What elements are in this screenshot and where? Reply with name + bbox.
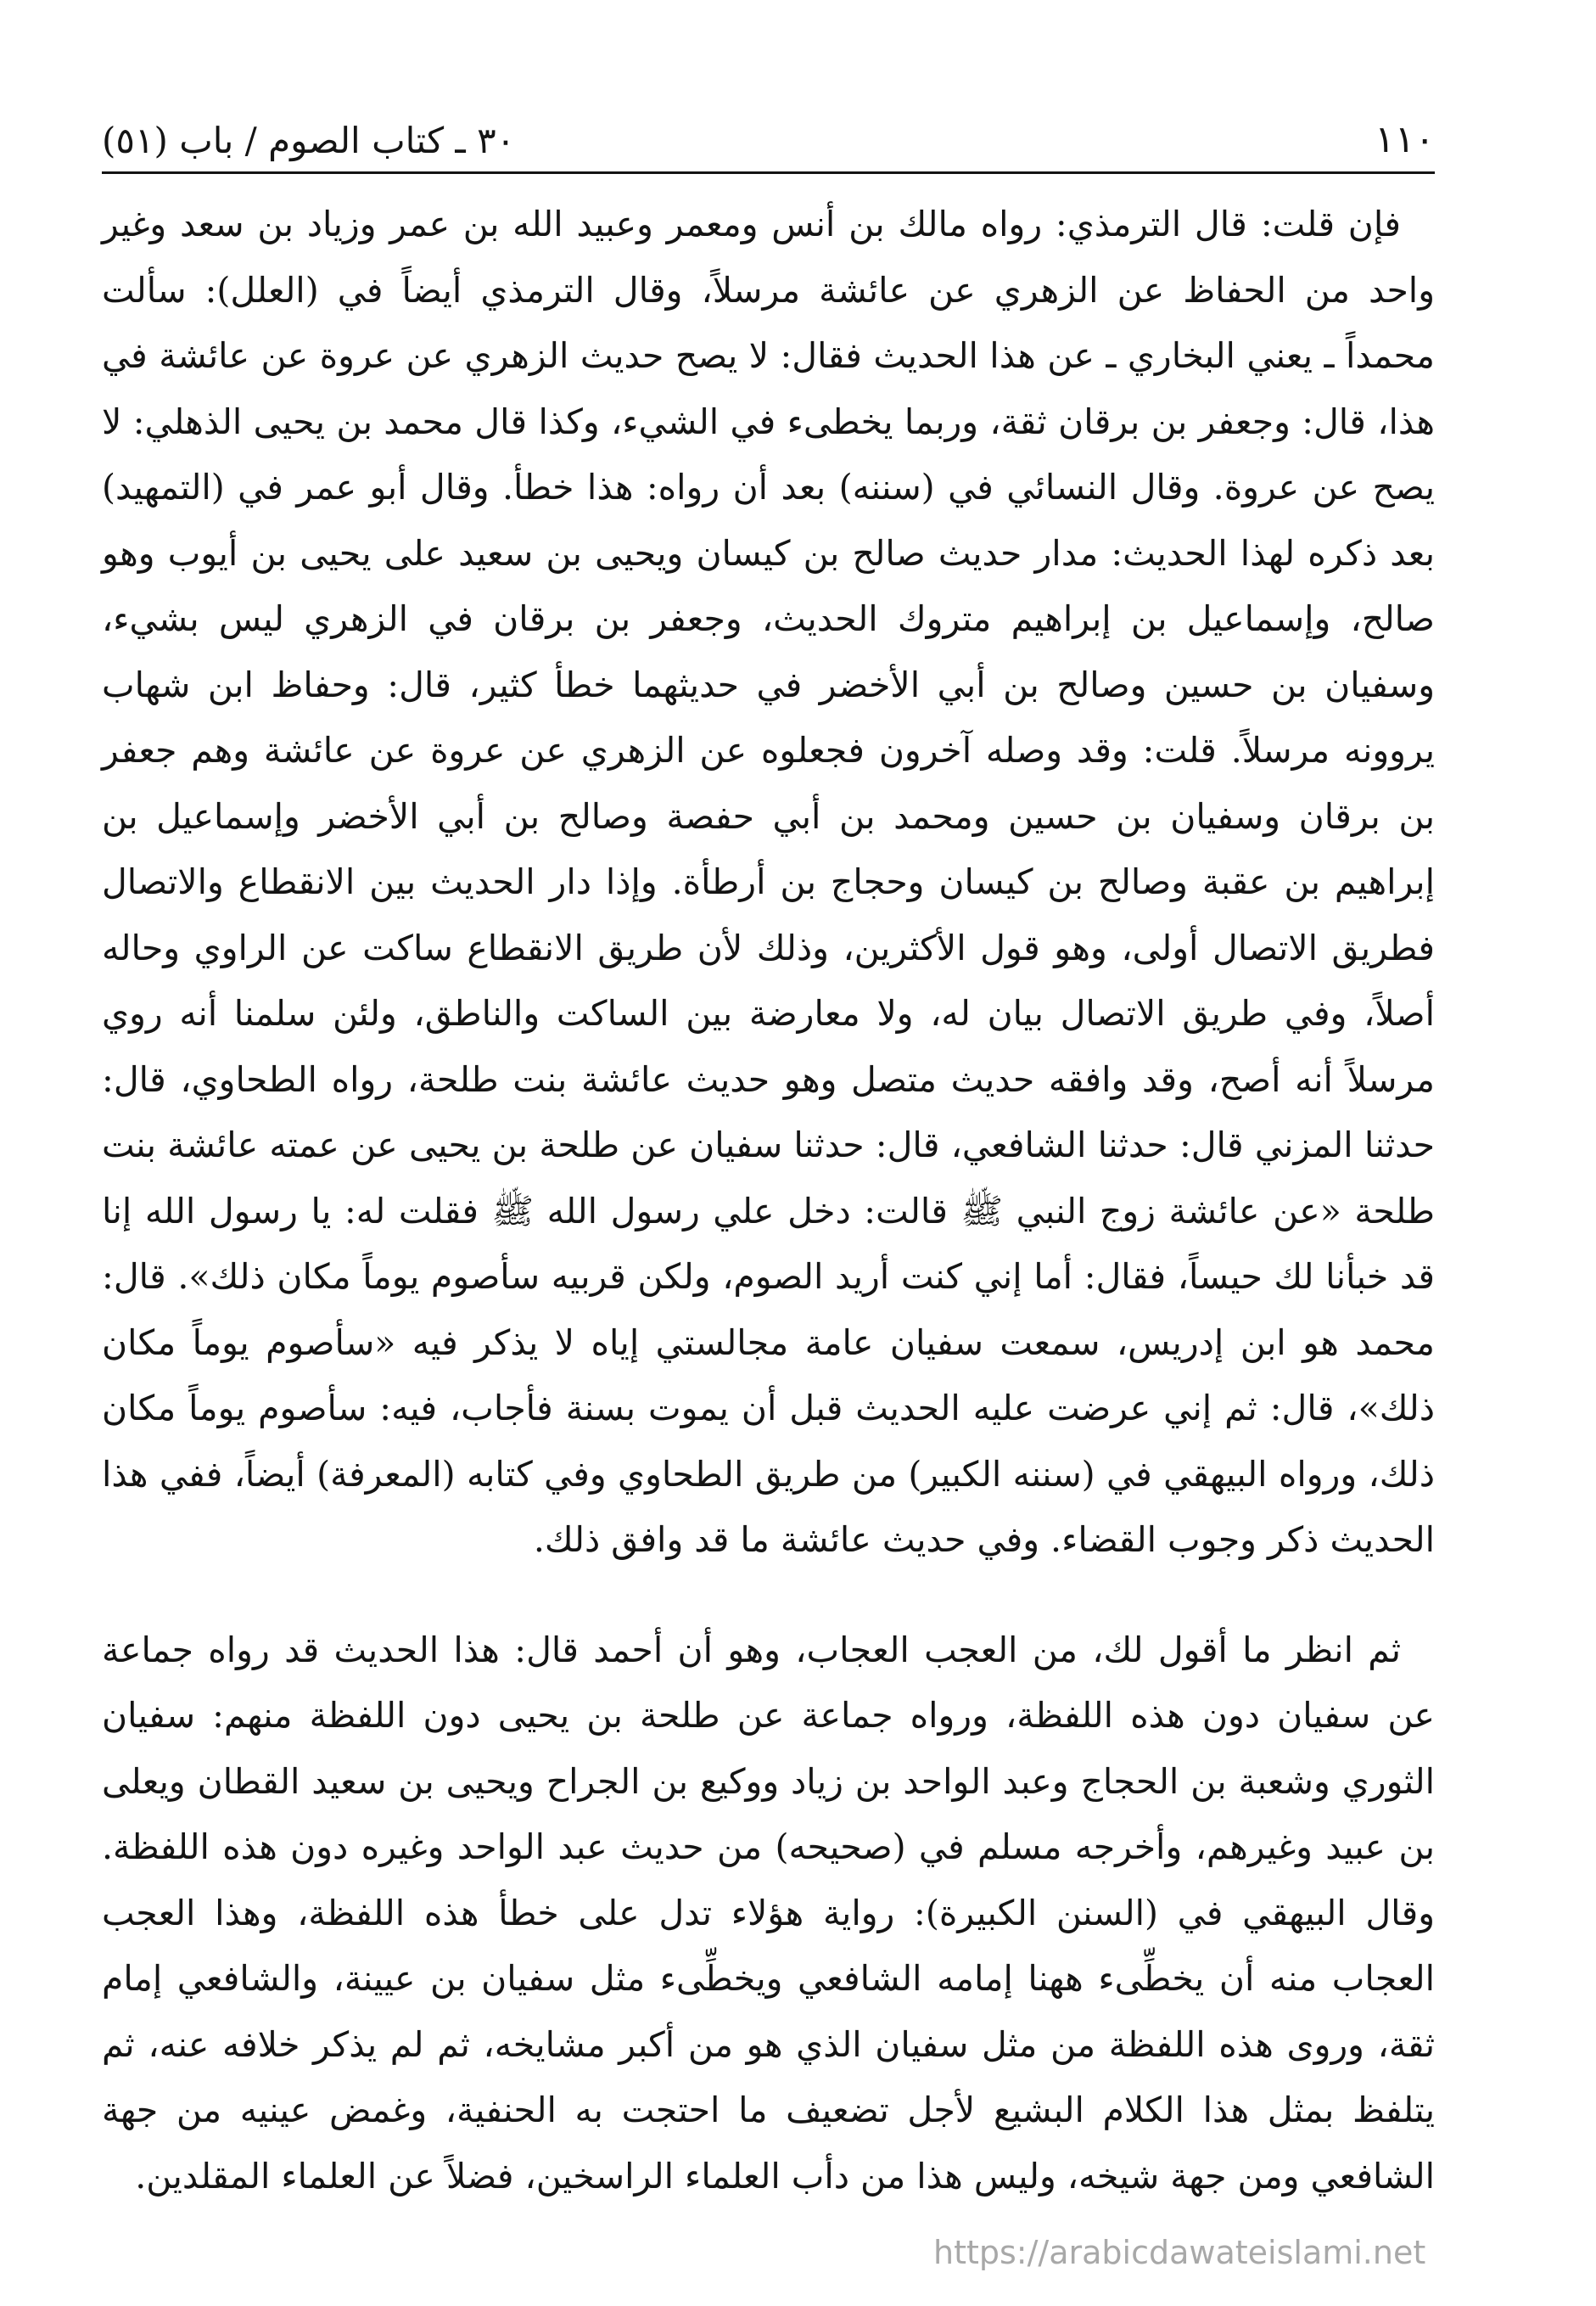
page-body xyxy=(102,192,1435,2209)
paragraph-text: ثم انظر ما أقول لك، من العجب العجاب، وهو أن أحمد قال: هذا الحديث قد رواه جماعة عن سفيان دون هذه اللفظة، ورواه جماعة عن طلحة بن يحيى دون اللفظة منهم: سفيان الثوري وشعبة بن الحجاج وعبد الواحد بن زياد ووكيع بن الجراح ويحيى بن سعيد القطان ويعلى بن عبيد وغيرهم، وأخرجه مسلم في (صحيحه) من حديث عبد الواحد وغيره دون هذه اللفظة. وقال البيهقي في (السنن الكبيرة): رواية هؤلاء تدل على خطأ هذه اللفظة، وهذا العجب العجاب منه أن يخطِّىء ههنا إمامه الشافعي ويخطِّىء مثل سفيان بن عيينة، والشافعي إمام ثقة، وروى هذه اللفظة من مثل سفيان الذي هو من أكبر مشايخه، ثم لم يذكر خلافه عنه، ثم يتلفظ بمثل هذا الكلام البشيع لأجل تضعيف ما احتجت به الحنفية، وغمض عينيه من جهة الشافعي ومن جهة شيخه، وليس هذا من دأب العلماء الراسخين، فضلاً عن العلماء المقلدين. xyxy=(102,1629,1435,2197)
watermark-url: https://arabicdawateislami.net xyxy=(933,2234,1426,2271)
paragraph-2 xyxy=(102,1618,1435,2210)
header-divider xyxy=(102,171,1435,174)
page-number: ١١٠ xyxy=(1375,118,1435,161)
paragraph-text: قال الترمذي: رواه مالك بن أنس ومعمر وعبيد الله بن عمر وزياد بن سعد وغير واحد من الحفاظ عن الزهري عن عائشة مرسلاً، وقال الترمذي أيضاً في (العلل): سألت محمداً ـ يعني البخاري ـ عن هذا الحديث فقال: لا يصح حديث الزهري عن عروة عن عائشة في هذا، قال: وجعفر بن برقان ثقة، وربما يخطىء في الشيء، وكذا قال محمد بن يحيى الذهلي: لا يصح عن عروة. وقال النسائي في (سننه) بعد أن رواه: هذا خطأ. وقال أبو عمر في (التمهيد) بعد ذكره لهذا الحديث: مدار حديث صالح بن كيسان ويحيى بن سعيد على يحيى بن أيوب وهو صالح، وإسماعيل بن إبراهيم متروك الحديث، وجعفر بن برقان في الزهري ليس بشيء، وسفيان بن حسين وصالح بن أبي الأخضر في حديثهما خطأ كثير، قال: وحفاظ ابن شهاب يروونه مرسلاً. قلت: وقد وصله آخرون فجعلوه عن الزهري عن عروة عن عائشة وهم جعفر بن برقان وسفيان بن حسين ومحمد بن أبي حفصة وصالح بن أبي الأخضر وإسماعيل بن إبراهيم بن عقبة وصالح بن كيسان وحجاج بن أرطأة. وإذا دار الحديث بين الانقطاع والاتصال فطريق الاتصال أولى، وهو قول الأكثرين، وذلك لأن طريق الانقطاع ساكت عن الراوي وحاله أصلاً، وفي طريق الاتصال بيان له، ولا معارضة بين الساكت والناطق، ولئن سلمنا أنه روي مرسلاً أنه أصح، وقد وافقه حديث متصل وهو حديث عائشة بنت طلحة، رواه الطحاوي، قال: حدثنا المزني قال: حدثنا الشافعي، قال: حدثنا سفيان عن طلحة بن يحيى عن عمته عائشة بنت طلحة «عن عائشة زوج النبي ﷺ قالت: دخل علي رسول الله ﷺ فقلت له: يا رسول الله إنا قد خبأنا لك حيساً، فقال: أما إني كنت أريد الصوم، ولكن قربيه سأصوم يوماً مكان ذلك». قال: محمد هو ابن إدريس، سمعت سفيان عامة مجالستي إياه لا يذكر فيه «سأصوم يوماً مكان ذلك»، قال: ثم إني عرضت عليه الحديث قبل أن يموت بسنة فأجاب، فيه: سأصوم يوماً مكان ذلك، ورواه البيهقي في (سننه الكبير) من طريق الطحاوي وفي كتابه (المعرفة) أيضاً، ففي هذا الحديث ذكر وجوب القضاء. وفي حديث عائشة ما قد وافق ذلك. xyxy=(102,204,1435,1560)
paragraph-lead: فإن قلت: xyxy=(1260,204,1402,244)
running-title: ٣٠ ـ كتاب الصوم / باب (٥١) xyxy=(102,120,516,161)
paragraph-1 xyxy=(102,192,1435,1574)
page-header xyxy=(102,102,1435,161)
